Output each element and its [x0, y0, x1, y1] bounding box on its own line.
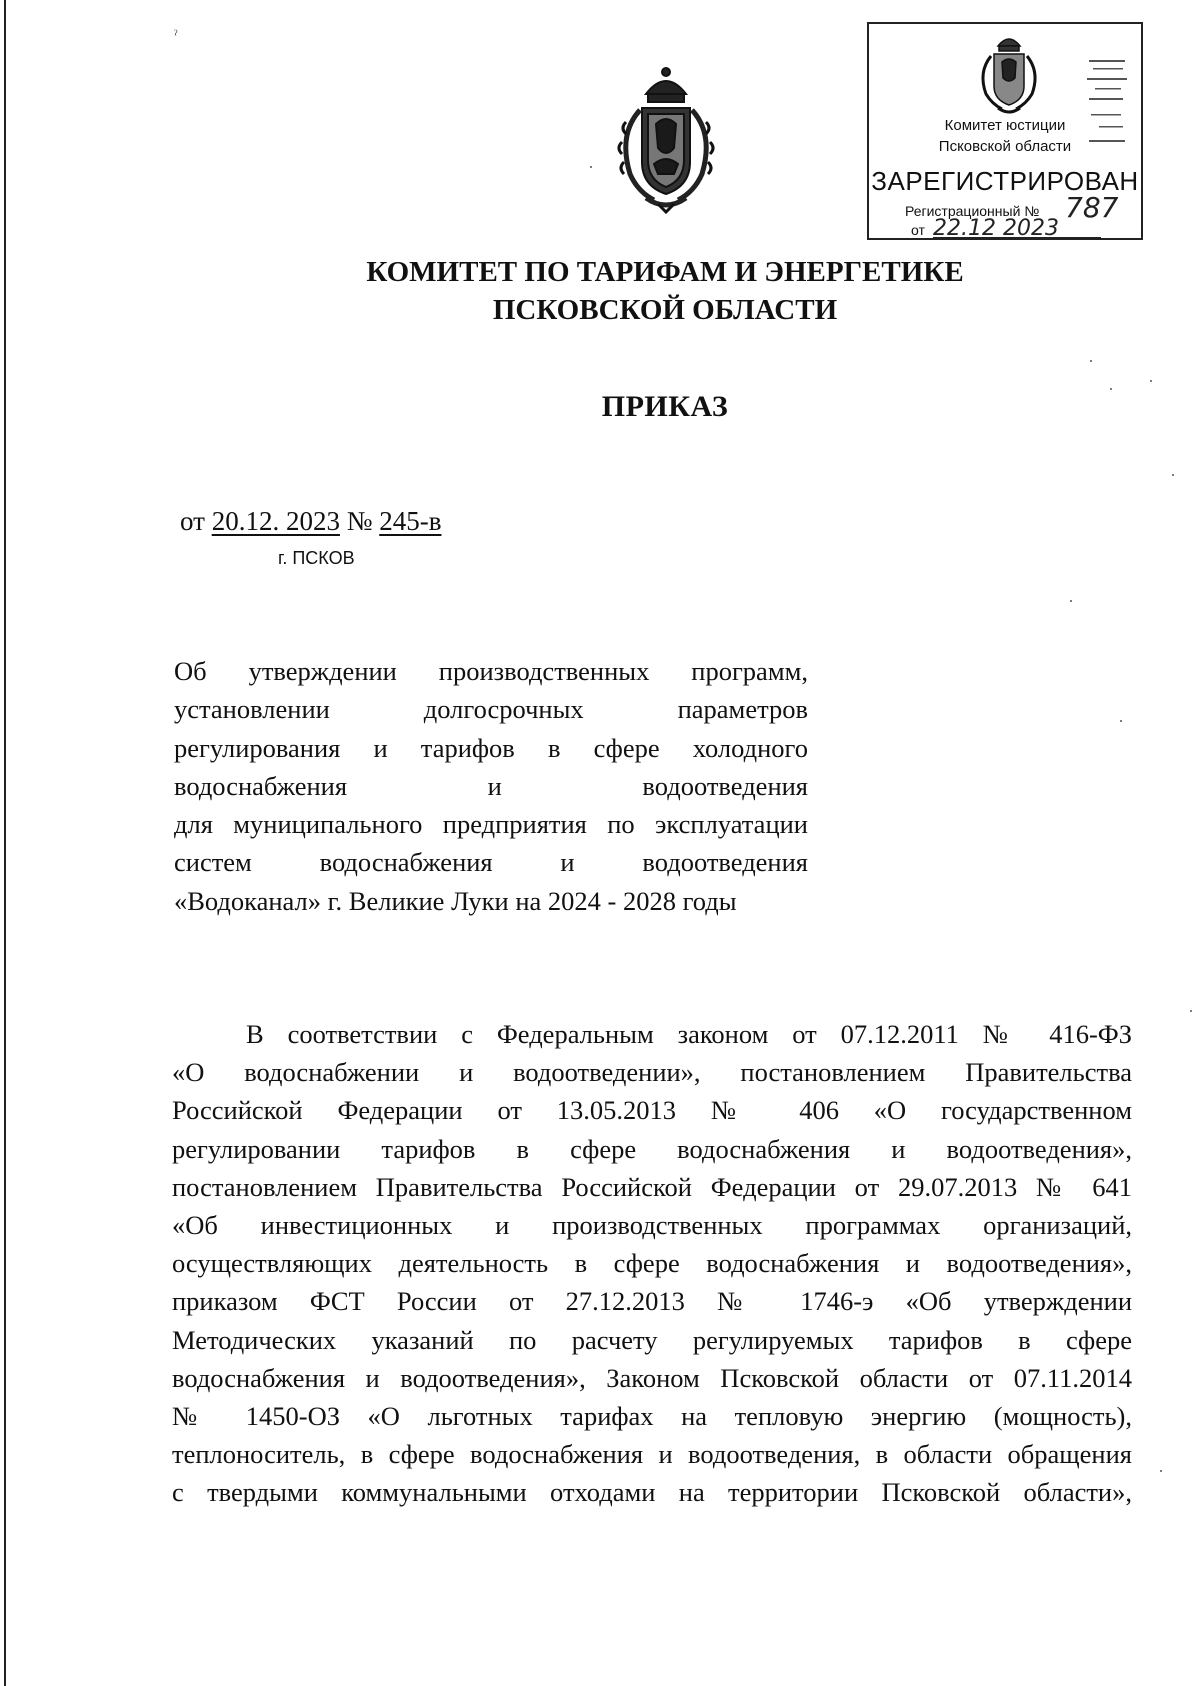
scan-speck: [1190, 1010, 1192, 1012]
scan-speck: [1150, 380, 1152, 382]
stamp-status: ЗАРЕГИСТРИРОВАН: [871, 166, 1139, 196]
body-line: с твердыми коммунальными отходами на территории Псковской области»,: [172, 1477, 1132, 1508]
date-prefix: от: [180, 506, 205, 536]
body-line: теплоноситель, в сфере водоснабжения и водоотведения, в области обращения: [172, 1439, 1132, 1470]
scan-speck: [590, 166, 592, 168]
order-title: [174, 652, 808, 920]
scan-speck: [1090, 360, 1092, 362]
pskov-coat-of-arms-icon: [608, 64, 724, 214]
body-line: постановлением Правительства Российской Федерации от 29.07.2013 № 641: [172, 1171, 1132, 1202]
stamp-coat-of-arms-icon: [974, 30, 1044, 116]
document-type: ПРИКАЗ: [601, 390, 729, 423]
order-body: [172, 1015, 1132, 1512]
scan-speck: [1070, 600, 1072, 602]
body-line: приказом ФСТ России от 27.12.2013 № 1746-э «Об утверждении: [172, 1286, 1132, 1317]
scan-speck: [1172, 474, 1174, 476]
title-line: систем водоснабжения и водоотведения: [174, 847, 808, 878]
scan-speck: [1120, 720, 1122, 722]
body-line: водоснабжения и водоотведения», Законом Псковской области от 07.11.2014: [172, 1362, 1132, 1393]
body-line: «Об инвестиционных и производственных программах организаций,: [172, 1210, 1132, 1241]
stamp-date: 22.12 2023: [933, 216, 1059, 241]
number-sign: №: [346, 506, 373, 536]
stamp-date-prefix: от: [911, 222, 925, 238]
org-name-line2: ПСКОВСКОЙ ОБЛАСТИ: [492, 294, 838, 326]
title-line: Об утверждении производственных программ,: [174, 656, 808, 686]
org-name-line1: КОМИТЕТ ПО ТАРИФАМ И ЭНЕРГЕТИКЕ: [366, 256, 964, 288]
page-edge-line: [4, 0, 6, 1686]
body-line: Методических указаний по расчету регулируемых тарифов в сфере: [172, 1324, 1132, 1355]
scan-speck: [1160, 1470, 1162, 1472]
body-line: осуществляющих деятельность в сфере водоснабжения и водоотведения»,: [172, 1248, 1132, 1279]
body-line: регулировании тарифов в сфере водоснабжения и водоотведения»,: [172, 1133, 1132, 1164]
title-line: для муниципального предприятия по эксплуатации: [174, 809, 808, 840]
stamp-org-line1: Комитет юстиции: [944, 117, 1066, 134]
order-number: 245-в: [379, 506, 442, 536]
city: г. ПСКОВ: [278, 548, 355, 568]
stamp-reg-number: 787: [1065, 191, 1119, 224]
scan-speck: [1110, 388, 1112, 390]
title-line: «Водоканал» г. Великие Луки на 2024 - 2028 годы: [174, 885, 737, 916]
title-line: установлении долгосрочных параметров: [174, 694, 808, 725]
title-line: регулирования и тарифов в сфере холодного: [174, 732, 808, 763]
stamp-reg-label: Регистрационный №: [905, 203, 1040, 219]
body-line: Российской Федерации от 13.05.2013 № 406 «О государственном: [172, 1095, 1132, 1126]
order-date: 20.12. 2023: [211, 506, 340, 536]
body-line: «О водоснабжении и водоотведении», постановлением Правительства: [172, 1057, 1132, 1088]
body-line: № 1450-ОЗ «О льготных тарифах на тепловую энергию (мощность),: [172, 1401, 1132, 1432]
stamp-org-line2: Псковской области: [938, 138, 1072, 155]
registration-stamp: [867, 22, 1143, 240]
scan-mark: ˀ: [174, 28, 178, 43]
title-line: водоснабжения и водоотведения: [174, 770, 808, 801]
body-line: В соответствии с Федеральным законом от 07.12.2011 № 416-ФЗ: [246, 1019, 1132, 1049]
order-dateline: [180, 506, 441, 537]
